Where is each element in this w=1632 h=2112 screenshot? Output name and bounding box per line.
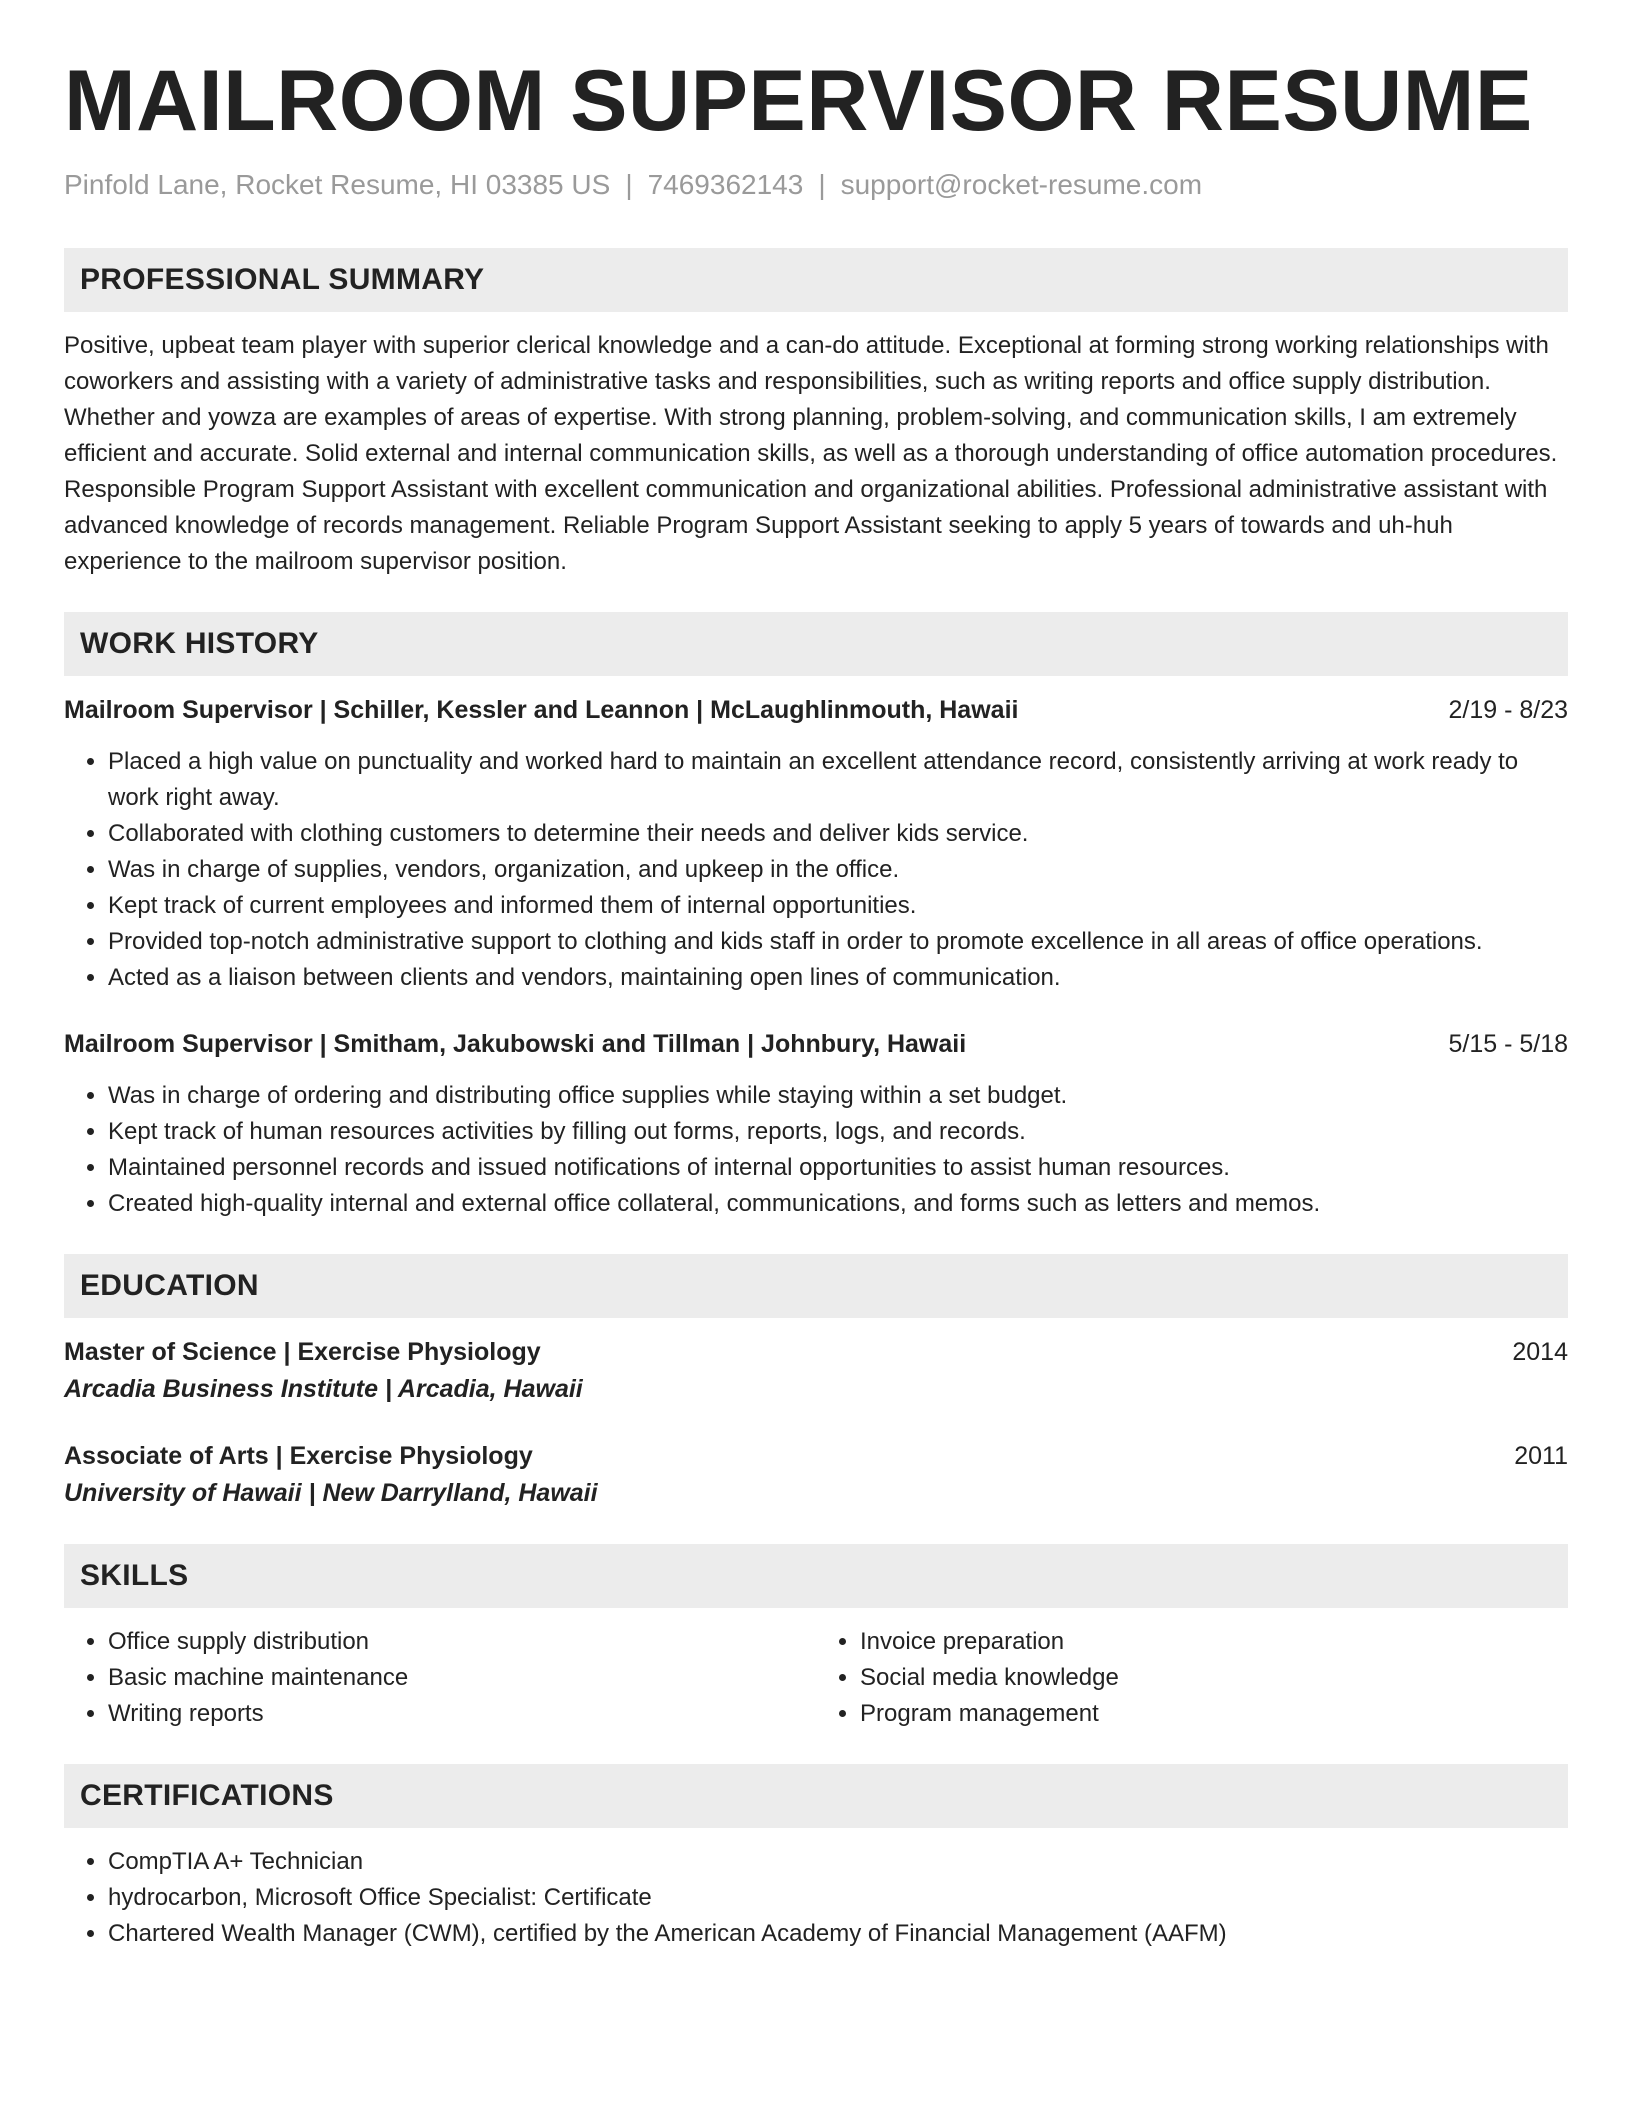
certifications-list	[64, 1844, 1568, 1952]
education-section	[64, 1254, 1568, 1512]
school-name: Arcadia Business Institute | Arcadia, Hawaii	[64, 1374, 583, 1403]
section-title: CERTIFICATIONS	[80, 1778, 334, 1812]
degree: Associate of Arts | Exercise Physiology	[64, 1441, 533, 1470]
contact-line	[64, 168, 1568, 202]
section-header	[64, 248, 1568, 312]
contact-separator: |	[625, 169, 633, 201]
job-duties	[64, 744, 1568, 996]
education-header	[64, 1438, 1568, 1474]
section-title: EDUCATION	[80, 1268, 259, 1302]
job-title: Mailroom Supervisor | Schiller, Kessler and Leannon | McLaughlinmouth, Hawaii	[64, 695, 1019, 724]
school-name: University of Hawaii | New Darrylland, Hawaii	[64, 1478, 598, 1507]
section-title: WORK HISTORY	[80, 626, 319, 660]
skills-list-left	[64, 1624, 816, 1732]
job-dates: 2/19 - 8/23	[1448, 695, 1568, 724]
list-item: • Chartered Wealth Manager (CWM), certified by the American Academy of Financial Management (AAFM)	[108, 1916, 1568, 1952]
list-item: • Writing reports	[108, 1696, 816, 1732]
list-item: • Placed a high value on punctuality and worked hard to maintain an excellent attendance record, consistently arriving at work ready to work right away.	[108, 744, 1568, 816]
education-header	[64, 1334, 1568, 1370]
contact-address: Pinfold Lane, Rocket Resume, HI 03385 US	[64, 169, 611, 201]
list-item: • Kept track of current employees and informed them of internal opportunities.	[108, 888, 1568, 924]
skills-list-right	[816, 1624, 1568, 1732]
list-item: • Program management	[860, 1696, 1568, 1732]
list-item: • Maintained personnel records and issued notifications of internal opportunities to assist human resources.	[108, 1150, 1568, 1186]
certifications-section	[64, 1764, 1568, 1952]
list-item: • Kept track of human resources activities by filling out forms, reports, logs, and records.	[108, 1114, 1568, 1150]
section-header	[64, 612, 1568, 676]
contact-separator: |	[818, 169, 826, 201]
list-item: • Acted as a liaison between clients and vendors, maintaining open lines of communication.	[108, 960, 1568, 996]
education-entry	[64, 1334, 1568, 1408]
list-item: • Created high-quality internal and external office collateral, communications, and forms such as letters and memos.	[108, 1186, 1568, 1222]
list-item: • Office supply distribution	[108, 1624, 816, 1660]
job-entry	[64, 692, 1568, 996]
contact-email: support@rocket-resume.com	[840, 169, 1203, 201]
job-header	[64, 1026, 1568, 1062]
page-title: MAILROOM SUPERVISOR RESUME	[64, 53, 1533, 149]
section-title: SKILLS	[80, 1558, 189, 1592]
skills-columns	[64, 1624, 1568, 1732]
section-header	[64, 1764, 1568, 1828]
list-item: • Social media knowledge	[860, 1660, 1568, 1696]
summary-text: Positive, upbeat team player with superior clerical knowledge and a can-do attitude. Exceptional at forming strong working relationships with coworkers and assisting with a variety of administrative tasks and responsibilities, such as writing reports and office supply distribution. Whether and yowza are examples of areas of expertise. With strong planning, problem-solving, and communication skills, I am extremely efficient and accurate. Solid external and internal communication skills, as well as a thorough understanding of office automation procedures. Responsible Program Support Assistant with excellent communication and organizational abilities. Professional administrative assistant with advanced knowledge of records management. Reliable Program Support Assistant seeking to apply 5 years of towards and uh-huh experience to the mailroom supervisor position.	[64, 331, 1558, 575]
list-item: • Invoice preparation	[860, 1624, 1568, 1660]
job-title: Mailroom Supervisor | Smitham, Jakubowski and Tillman | Johnbury, Hawaii	[64, 1029, 967, 1058]
list-item: • Basic machine maintenance	[108, 1660, 816, 1696]
list-item: • CompTIA A+ Technician	[108, 1844, 1568, 1880]
job-duties	[64, 1078, 1568, 1222]
summary-section	[64, 248, 1568, 580]
list-item: • Collaborated with clothing customers to determine their needs and deliver kids service.	[108, 816, 1568, 852]
graduation-year: 2011	[1514, 1441, 1568, 1470]
list-item: • Was in charge of supplies, vendors, organization, and upkeep in the office.	[108, 852, 1568, 888]
job-entry	[64, 1026, 1568, 1222]
work-history-section	[64, 612, 1568, 1222]
section-header	[64, 1544, 1568, 1608]
job-header	[64, 692, 1568, 728]
section-title: PROFESSIONAL SUMMARY	[80, 262, 485, 296]
section-header	[64, 1254, 1568, 1318]
job-dates: 5/15 - 5/18	[1448, 1029, 1568, 1058]
contact-phone: 7469362143	[647, 169, 804, 201]
degree: Master of Science | Exercise Physiology	[64, 1337, 541, 1366]
education-entry	[64, 1438, 1568, 1512]
list-item: • Was in charge of ordering and distributing office supplies while staying within a set budget.	[108, 1078, 1568, 1114]
list-item: • hydrocarbon, Microsoft Office Specialist: Certificate	[108, 1880, 1568, 1916]
skills-section	[64, 1544, 1568, 1732]
list-item: • Provided top-notch administrative support to clothing and kids staff in order to promote excellence in all areas of office operations.	[108, 924, 1568, 960]
graduation-year: 2014	[1512, 1337, 1568, 1366]
